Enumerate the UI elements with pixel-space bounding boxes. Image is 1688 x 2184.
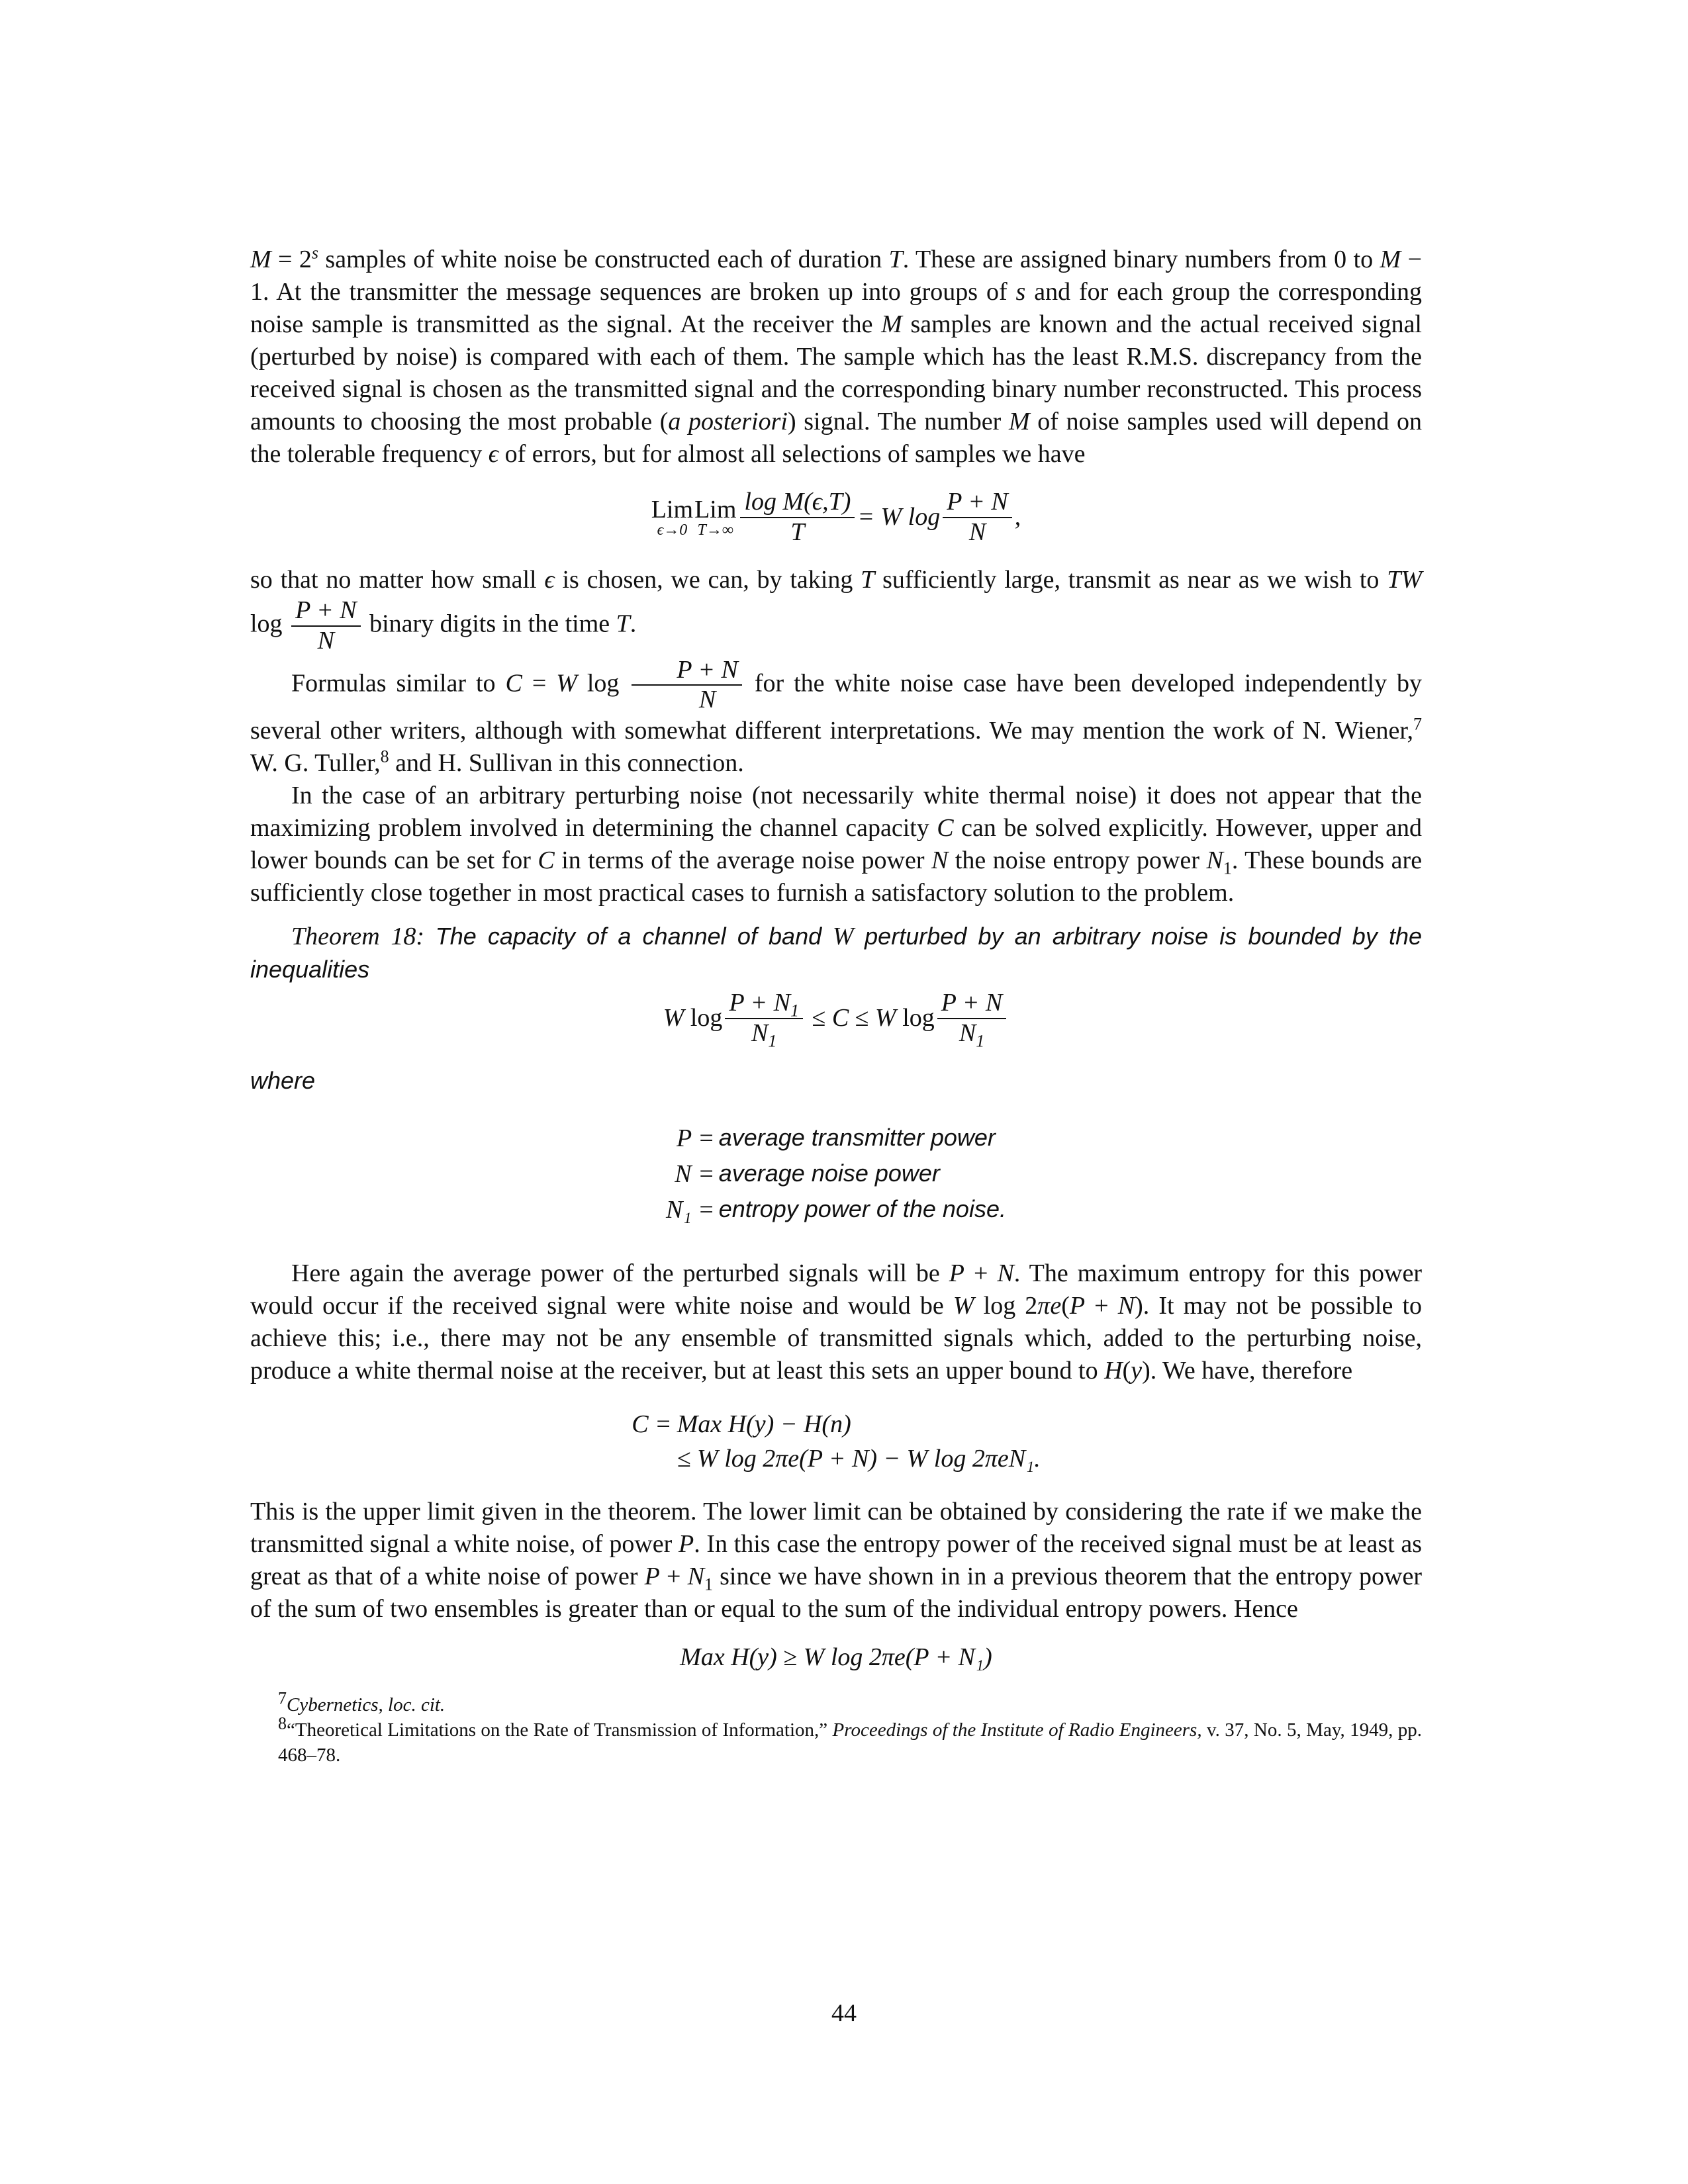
- equation-lower-bound: Max H(y) ≥ W log 2πe(P + N₁): [680, 1643, 992, 1671]
- equation-limit: Lim ϵ→0 Lim T→∞ $\frac{\text{log M(ϵ,T)}}{T}$ = W log $\frac{P + N}{N}$ ,: [651, 488, 1021, 546]
- equation-capacity-upper: C = Max H(y) − H(n) ≤ W log 2πe(P + N) − W log 2πeN₁.: [632, 1410, 1041, 1473]
- paragraph-6: This is the upper limit given in the theorem. The lower limit can be obtained by considering the rate if we make the transmitted signal a white noise, of power P. In this case the entropy power of the received signal must be at least as great as that of a white noise of power $P + N_1$ since we have shown in in a previous theorem that the entropy power of the sum of two ensembles is greater than or equal to the sum of the individual entropy powers. Hence: [250, 1497, 1423, 1623]
- footnote-8: $^8$“Theoretical Limitations on the Rate of Transmission of Information,” Proceedings of the Institute of Radio Engineers, v. 37, No. 5, May, 1949, pp. 468–78.: [278, 1713, 1423, 1766]
- paragraph-5: Here again the average power of the perturbed signals will be P + N. The maximum entropy for this power would occur if the received signal were white noise and would be W log 2πe(P + N). It may not be possible to achieve this; i.e., there may not be any ensemble of transmitted signals which, added to the perturbing noise, produce a white thermal noise at the receiver, but at least this sets an upper bound to H(y). We have, therefore: [250, 1259, 1423, 1385]
- theorem-18: Theorem 18: The capacity of a channel of band W perturbed by an arbitrary noise is bounded by the inequalities: [250, 923, 1423, 983]
- equation-bounds: W log $\frac{P + N_1}{N_1}$ ≤ C ≤ W log $\frac{P + N}{N_1}$: [250, 989, 1422, 1048]
- paragraph-2: so that no matter how small ϵ is chosen, we can, by taking T sufficiently large, transmit as near as we wish to TW log $\frac{P + N}{N}$ binary digits in the time T.: [250, 566, 1423, 655]
- page-number: 44: [831, 1999, 857, 2027]
- paragraph-4: In the case of an arbitrary perturbing noise (not necessarily white thermal noise) it does not appear that the maximizing problem involved in determining the channel capacity C can be solved explicitly. However, upper and lower bounds can be set for C in terms of the average noise power N the noise entropy power $N_1$. These bounds are sufficiently close together in most practical cases to furnish a satisfactory solution to the problem.: [250, 782, 1423, 907]
- paragraph-3: Formulas similar to C = W log $\frac{P + N}{N}$ for the white noise case have been developed independently by several other writers, although with somewhat different interpretations. We may mention the work of N. Wiener,$^7$ W. G. Tuller,$^8$ and H. Sullivan in this connection.: [250, 655, 1423, 778]
- footnotes: [250, 1688, 1423, 1768]
- page-body: [250, 244, 1422, 1768]
- footnote-7: $^7$Cybernetics, loc. cit.: [278, 1688, 445, 1716]
- definitions-list: P = average transmitter power N = average noise power N₁ = entropy power of the noise.: [666, 1123, 1006, 1224]
- where-label: where: [250, 1066, 316, 1094]
- paragraph-1: $M = 2^s$ samples of white noise be constructed each of duration T. These are assigned binary numbers from 0 to M − 1. At the transmitter the message sequences are broken up into groups of s and for each group the corresponding noise sample is transmitted as the signal. At the receiver the M samples are known and the actual received signal (perturbed by noise) is compared with each of them. The sample which has the least R.M.S. discrepancy from the received signal is chosen as the transmitted signal and the corresponding binary number reconstructed. This process amounts to choosing the most probable (a posteriori) signal. The number M of noise samples used will depend on the tolerable frequency ϵ of errors, but for almost all selections of samples we have: [250, 243, 1423, 468]
